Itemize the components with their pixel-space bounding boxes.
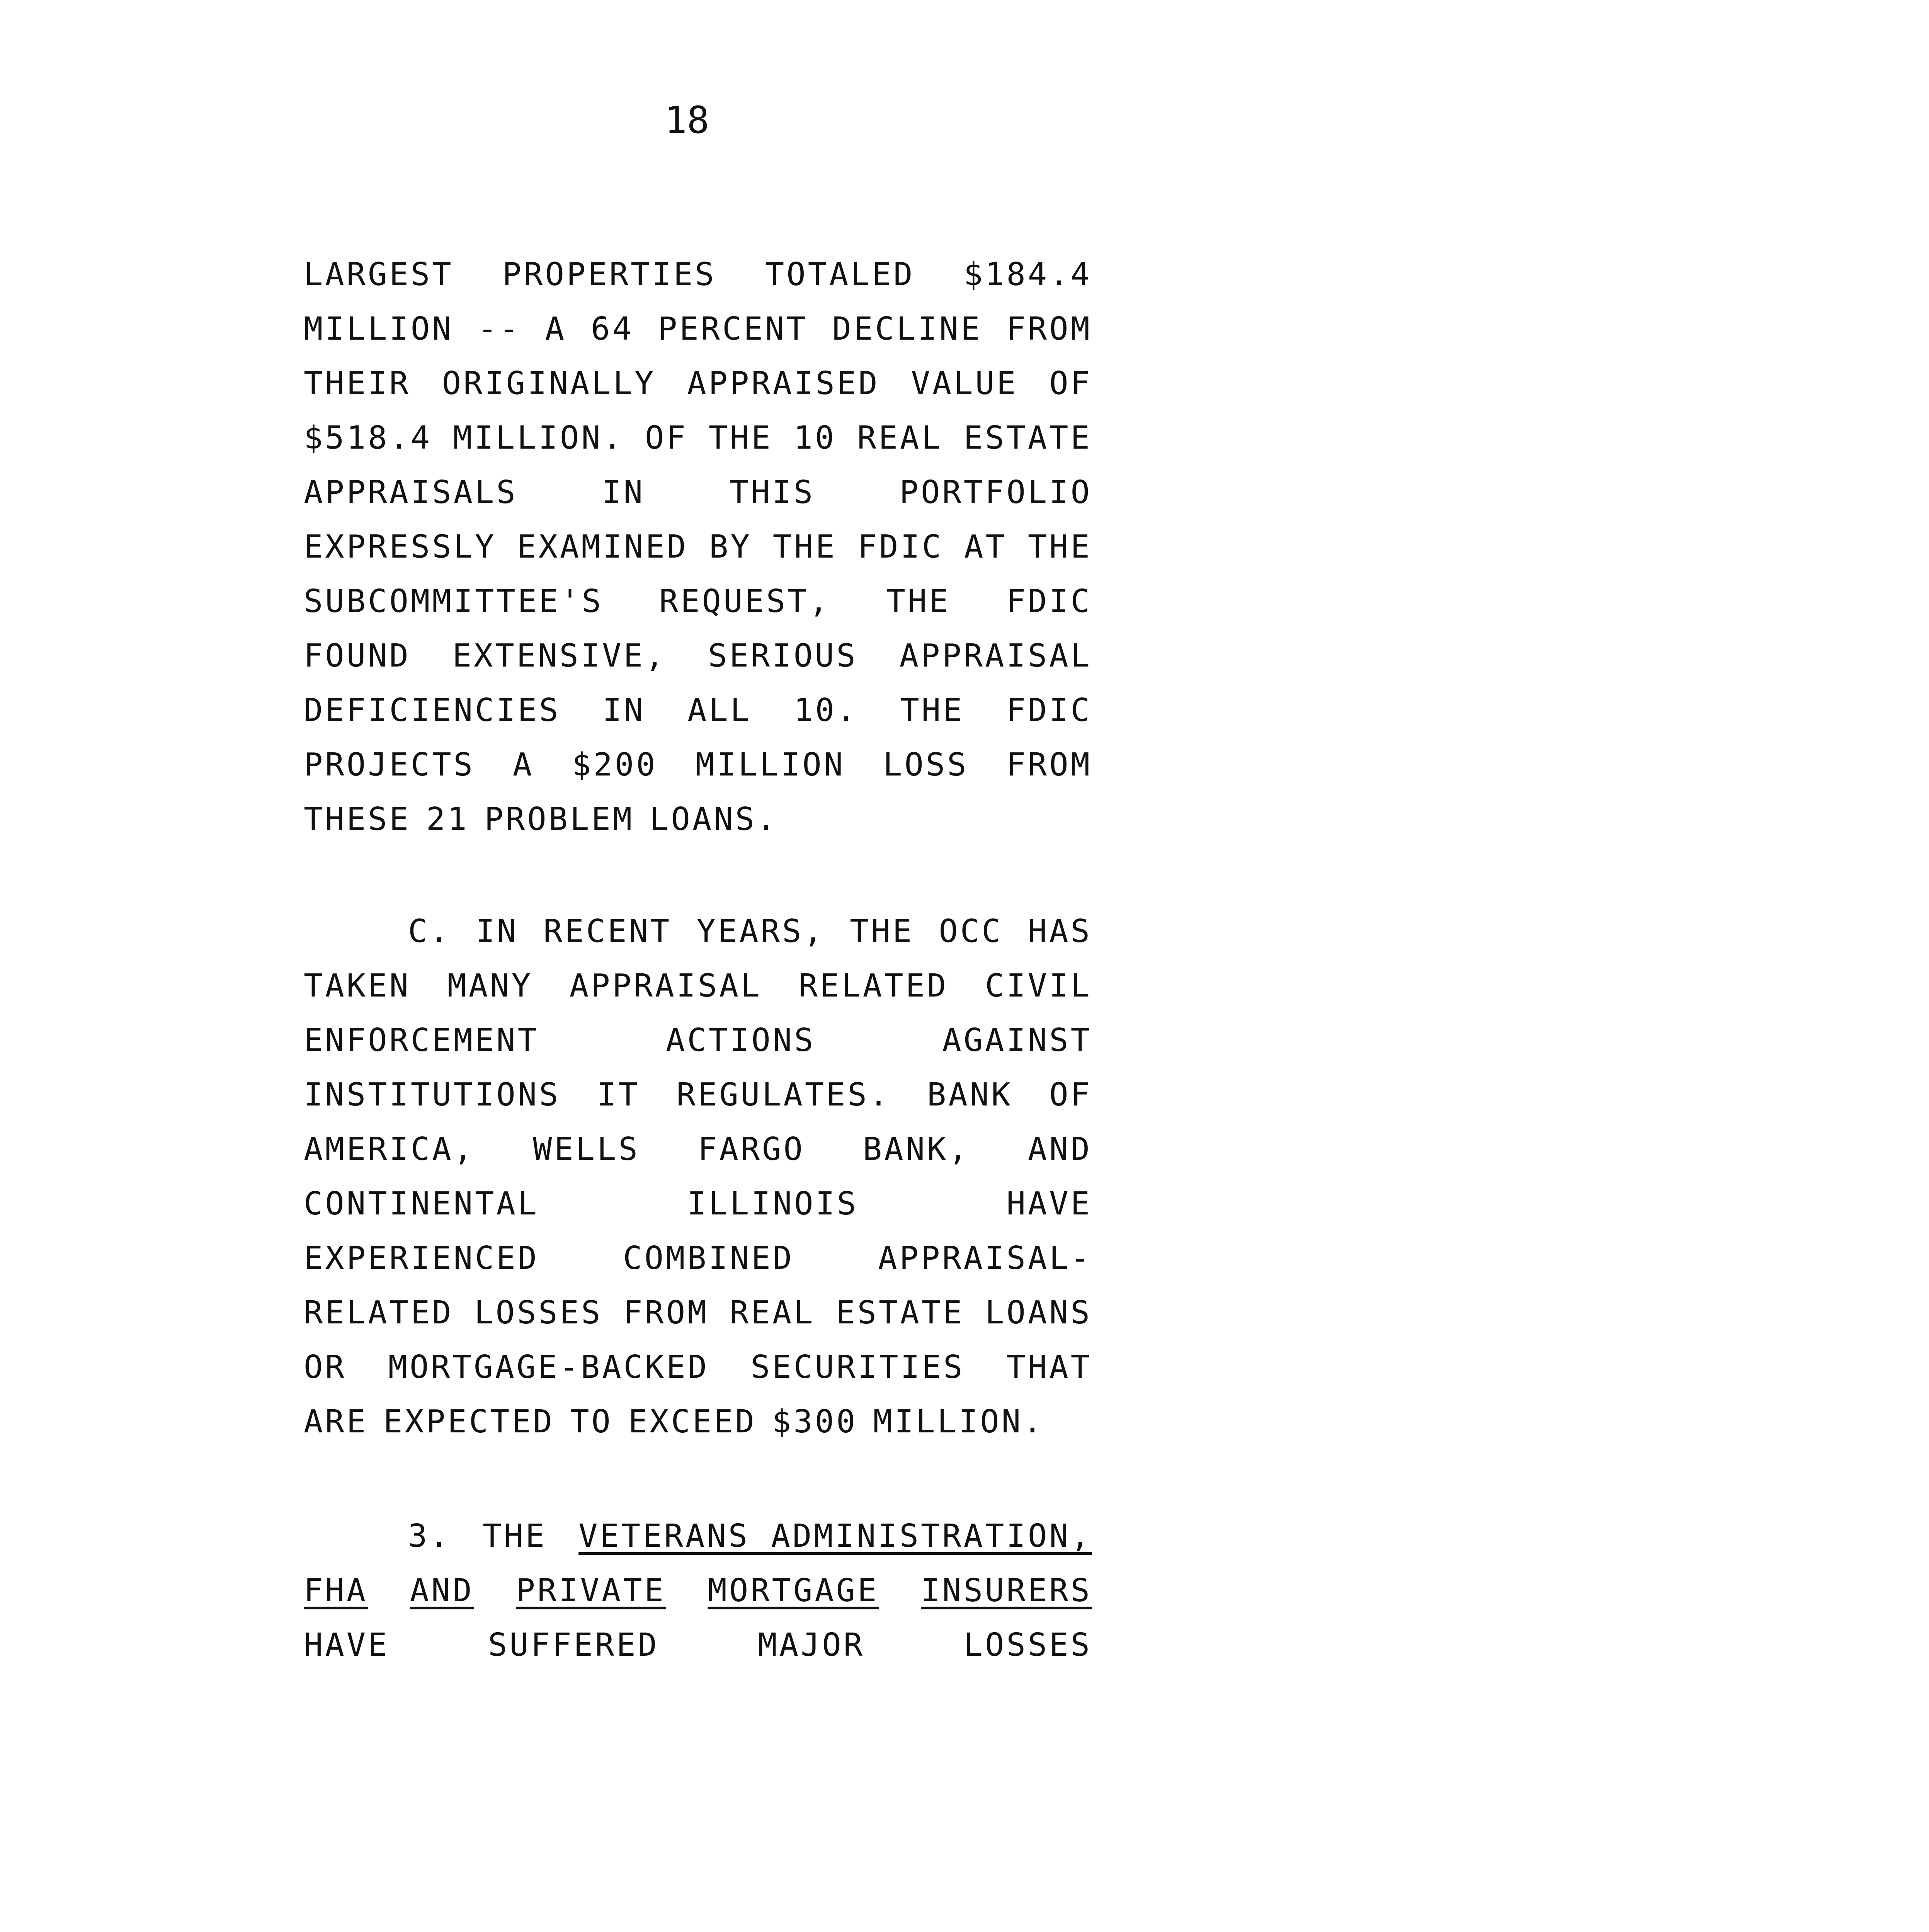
text-line: [304, 1013, 1092, 1068]
text-line: [304, 683, 1092, 738]
word: LOSS: [883, 747, 969, 783]
word: APPRAISAL: [569, 968, 762, 1004]
text-line: [304, 465, 1092, 520]
word: AT: [964, 529, 1007, 565]
text-line: [304, 1509, 1092, 1563]
paragraph-veterans-administration: [304, 1509, 1092, 1672]
word: TOTALED: [765, 256, 915, 293]
text-line: [304, 959, 1092, 1013]
word: MANY: [447, 968, 533, 1004]
paragraph-occ-enforcement: [304, 904, 1092, 1449]
word: HAS: [1027, 913, 1092, 950]
word: IN: [476, 913, 519, 950]
word: $184.4: [963, 256, 1092, 293]
word: AND: [410, 1572, 474, 1609]
word: OR: [304, 1349, 347, 1386]
text-line: [304, 1068, 1092, 1122]
word: CONTINENTAL: [304, 1185, 539, 1222]
word: AMERICA,: [304, 1131, 475, 1168]
word: VALUE: [911, 365, 1018, 402]
word: PROBLEM: [484, 801, 634, 838]
word: HAVE: [1006, 1185, 1092, 1222]
word: THE: [482, 1518, 547, 1554]
word: EXPRESSLY: [304, 529, 497, 565]
word: FDIC: [1006, 583, 1092, 620]
word: OCC: [939, 913, 1003, 950]
word: INSTITUTIONS: [304, 1077, 561, 1113]
text-line: [304, 738, 1092, 792]
word: THE: [772, 529, 837, 565]
text-line: [304, 520, 1092, 574]
word: REAL: [857, 420, 943, 456]
word: 21: [426, 801, 469, 838]
word: TO: [570, 1403, 613, 1440]
word: WELLS: [533, 1131, 640, 1168]
text-line: [304, 792, 1092, 847]
word: THE: [886, 583, 951, 620]
word: 64: [591, 311, 634, 347]
word: VETERANS ADMINISTRATION,: [578, 1518, 1092, 1554]
word: $200: [572, 747, 658, 783]
word: OF: [645, 420, 688, 456]
word: LOSSES: [474, 1294, 603, 1331]
word: ILLINOIS: [687, 1185, 859, 1222]
word: MILLION.: [453, 420, 624, 456]
word: FROM: [1006, 747, 1092, 783]
word: LOSSES: [963, 1627, 1092, 1663]
word: BANK,: [862, 1131, 970, 1168]
word: EXCEED: [628, 1403, 757, 1440]
word: THIS: [729, 474, 815, 511]
word: RELATED: [798, 968, 949, 1004]
word: LOANS.: [650, 801, 778, 838]
word: APPRAISAL: [899, 638, 1092, 674]
word: TAKEN: [304, 968, 411, 1004]
word: THE: [708, 420, 773, 456]
word: LARGEST: [304, 256, 454, 293]
word: OF: [1049, 365, 1092, 402]
word: REGULATES.: [676, 1077, 891, 1113]
word: EXPERIENCED: [304, 1240, 539, 1277]
word: A: [545, 311, 566, 347]
word: DEFICIENCIES: [304, 692, 561, 729]
text-line: [304, 411, 1092, 465]
word: 10: [793, 420, 837, 456]
word: MAJOR: [758, 1627, 865, 1663]
word: SUFFERED: [488, 1627, 659, 1663]
word: MILLION.: [873, 1403, 1044, 1440]
word: APPRAISAL-: [878, 1240, 1092, 1277]
word: IT: [597, 1077, 640, 1113]
text-line: [304, 1618, 1092, 1672]
word: BY: [709, 529, 752, 565]
word: PORTFOLIO: [899, 474, 1092, 511]
word: YEARS,: [696, 913, 825, 950]
word: MILLION: [304, 311, 454, 347]
text-line: [304, 356, 1092, 411]
word: ESTATE: [963, 420, 1092, 456]
word: MILLION: [695, 747, 845, 783]
word: RECENT: [543, 913, 672, 950]
word: THE: [1027, 529, 1092, 565]
word: THESE: [304, 801, 411, 838]
word: OF: [1049, 1077, 1092, 1113]
word: PROJECTS: [304, 747, 475, 783]
word: CIVIL: [985, 968, 1092, 1004]
word: THAT: [1006, 1349, 1092, 1386]
word: ALL: [687, 692, 752, 729]
word: SECURITIES: [750, 1349, 965, 1386]
word: LOANS: [985, 1294, 1092, 1331]
word: ENFORCEMENT: [304, 1022, 539, 1059]
word: HAVE: [304, 1627, 390, 1663]
word: FARGO: [697, 1131, 805, 1168]
word: PRIVATE: [516, 1572, 666, 1609]
text-line: [304, 1563, 1092, 1618]
text-line: [304, 1286, 1092, 1340]
word: SUBCOMMITTEE'S: [304, 583, 604, 620]
word: EXAMINED: [517, 529, 689, 565]
word: SERIOUS: [708, 638, 858, 674]
word: DECLINE: [832, 311, 982, 347]
word: IN: [602, 474, 645, 511]
word: EXTENSIVE,: [452, 638, 667, 674]
word: 3.: [408, 1518, 451, 1554]
text-line: [304, 1231, 1092, 1286]
text-line: [304, 629, 1092, 683]
word: ESTATE: [836, 1294, 964, 1331]
word: $518.4: [304, 420, 432, 456]
word: THEIR: [304, 365, 411, 402]
text-line: [304, 247, 1092, 302]
word: MORTGAGE-BACKED: [388, 1349, 709, 1386]
word: APPRAISALS: [304, 474, 518, 511]
text-line: [304, 1177, 1092, 1231]
word: $300: [772, 1403, 858, 1440]
word: FDIC: [857, 529, 944, 565]
word: THE: [900, 692, 964, 729]
text-line: [304, 574, 1092, 629]
word: THE: [850, 913, 914, 950]
word: PERCENT: [658, 311, 808, 347]
word: FROM: [1006, 311, 1092, 347]
word: FDIC: [1006, 692, 1092, 729]
word: COMBINED: [623, 1240, 794, 1277]
word: FROM: [623, 1294, 709, 1331]
word: BANK: [927, 1077, 1013, 1113]
text-line: [304, 302, 1092, 356]
word: AND: [1027, 1131, 1092, 1168]
word: EXPECTED: [383, 1403, 555, 1440]
word: APPRAISED: [687, 365, 880, 402]
word: ACTIONS: [665, 1022, 816, 1059]
text-line: [304, 904, 1092, 959]
text-line: [304, 1122, 1092, 1177]
text-line: [304, 1340, 1092, 1395]
word: C.: [408, 913, 451, 950]
word: RELATED: [304, 1294, 454, 1331]
word: FHA: [304, 1572, 368, 1609]
word: AGAINST: [942, 1022, 1092, 1059]
word: A: [512, 747, 534, 783]
word: ORIGINALLY: [442, 365, 656, 402]
word: 10.: [794, 692, 858, 729]
word: ARE: [304, 1403, 368, 1440]
word: REAL: [730, 1294, 815, 1331]
text-line: [304, 1395, 1092, 1449]
paragraph-largest-properties: [304, 247, 1092, 847]
page-number: 18: [665, 99, 709, 142]
word: FOUND: [304, 638, 411, 674]
word: INSURERS: [921, 1572, 1092, 1609]
word: IN: [602, 692, 646, 729]
word: --: [478, 311, 521, 347]
word: REQUEST,: [659, 583, 830, 620]
word: MORTGAGE: [708, 1572, 879, 1609]
word: PROPERTIES: [502, 256, 716, 293]
